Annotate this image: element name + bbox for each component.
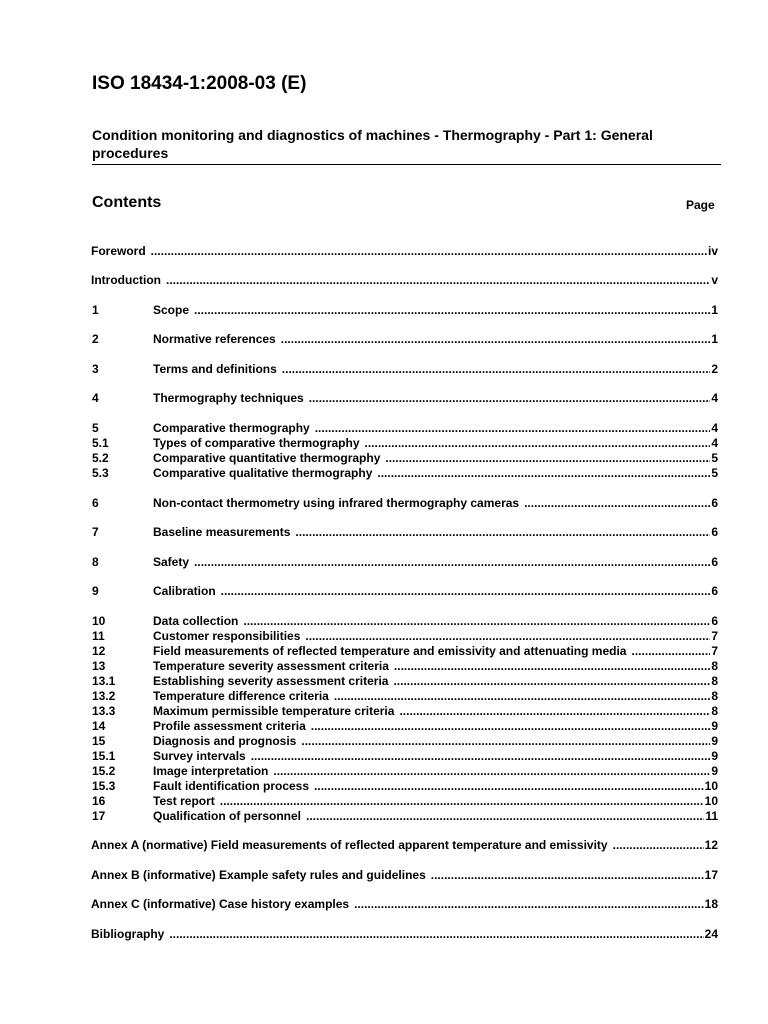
toc-dot-leader: [306, 809, 704, 823]
toc-dot-leader: [305, 629, 710, 643]
toc-section-title: Baseline measurements: [153, 525, 291, 539]
toc-section-title: Bibliography: [91, 927, 165, 941]
toc-page-number: 11: [705, 809, 718, 823]
toc-page-number: 4: [711, 391, 718, 405]
toc-entry[interactable]: [92, 302, 718, 317]
toc-dot-leader: [251, 749, 711, 763]
toc-entry[interactable]: [92, 583, 718, 598]
toc-entry[interactable]: [92, 658, 718, 673]
toc-entry[interactable]: [92, 718, 718, 733]
toc-section-number: 5.2: [92, 451, 109, 465]
toc-section-title: Test report: [153, 794, 215, 808]
toc-dot-leader: [166, 273, 710, 287]
toc-dot-leader: [169, 927, 703, 941]
toc-section-number: 8: [92, 555, 99, 569]
toc-section-number: 10: [92, 614, 106, 628]
toc-dot-leader: [281, 332, 711, 346]
toc-page-number: 1: [711, 303, 718, 317]
toc-section-title: Data collection: [153, 614, 239, 628]
toc-dot-leader: [399, 704, 710, 718]
toc-page-number: 1: [711, 332, 718, 346]
toc-dot-leader: [282, 362, 711, 376]
toc-entry[interactable]: [92, 450, 718, 465]
toc-dot-leader: [221, 584, 711, 598]
toc-section-number: 17: [92, 809, 106, 823]
toc-page-number: 6: [711, 584, 718, 598]
toc-dot-leader: [431, 868, 704, 882]
toc-page-number: 6: [711, 525, 718, 539]
toc-dot-leader: [311, 719, 711, 733]
toc-section-title: Terms and definitions: [153, 362, 277, 376]
toc-page-number: 8: [711, 674, 718, 688]
toc-entry[interactable]: [92, 763, 718, 778]
toc-page-number: 5: [711, 466, 718, 480]
toc-dot-leader: [295, 525, 710, 539]
toc-page-number: 7: [711, 629, 718, 643]
toc-page-number: 7: [711, 644, 718, 658]
toc-page-number: 8: [711, 704, 718, 718]
toc-entry[interactable]: [92, 613, 718, 628]
toc-page-number: 10: [704, 779, 718, 793]
toc-entry[interactable]: [92, 554, 718, 569]
toc-dot-leader: [301, 734, 710, 748]
toc-page-number: 9: [711, 719, 718, 733]
toc-dot-leader: [315, 421, 711, 435]
toc-entry[interactable]: [92, 643, 718, 658]
toc-section-number: 9: [92, 584, 99, 598]
toc-page-number: v: [711, 273, 718, 287]
toc-dot-leader: [194, 555, 710, 569]
toc-section-title: Introduction: [91, 273, 161, 287]
toc-entry[interactable]: [91, 272, 718, 287]
toc-section-title: Survey intervals: [153, 749, 246, 763]
toc-dot-leader: [394, 659, 710, 673]
toc-page-number: 9: [711, 764, 718, 778]
toc-entry[interactable]: [92, 793, 718, 808]
toc-dot-leader: [194, 303, 710, 317]
toc-entry[interactable]: [92, 495, 718, 510]
toc-section-number: 5.3: [92, 466, 109, 480]
toc-section-title: Normative references: [153, 332, 276, 346]
toc-dot-leader: [393, 674, 710, 688]
toc-section-title: Fault identification process: [153, 779, 310, 793]
toc-section-title: Maximum permissible temperature criteria: [153, 704, 395, 718]
toc-section-title: Comparative thermography: [153, 421, 310, 435]
toc-section-title: Profile assessment criteria: [153, 719, 306, 733]
toc-section-number: 4: [92, 391, 99, 405]
toc-page-number: 4: [711, 436, 718, 450]
toc-dot-leader: [377, 466, 710, 480]
toc-dot-leader: [151, 244, 707, 258]
toc-section-number: 2: [92, 332, 99, 346]
toc-page-number: 12: [704, 838, 718, 852]
toc-section-number: 12: [92, 644, 106, 658]
toc-page-number: 9: [711, 749, 718, 763]
toc-entry[interactable]: [92, 390, 718, 405]
toc-entry[interactable]: [92, 361, 718, 376]
toc-dot-leader: [334, 689, 710, 703]
toc-dot-leader: [309, 391, 711, 405]
toc-dot-leader: [385, 451, 710, 465]
toc-page-number: 6: [711, 555, 718, 569]
toc-page-number: iv: [707, 244, 718, 258]
toc-entry[interactable]: [91, 243, 718, 258]
contents-heading: Contents: [92, 194, 162, 211]
toc-entry[interactable]: [92, 673, 718, 688]
toc-section-title: Calibration: [153, 584, 216, 598]
toc-section-title: Non-contact thermometry using infrared thermography cameras: [153, 496, 520, 510]
toc-section-title: Field measurements of reflected temperature and emissivity and attenuating media: [153, 644, 627, 658]
toc-entry[interactable]: [92, 420, 718, 435]
toc-section-number: 1: [92, 303, 99, 317]
toc-page-number: 4: [711, 421, 718, 435]
toc-entry[interactable]: [92, 688, 718, 703]
toc-section-title: Types of comparative thermography: [153, 436, 360, 450]
toc-section-title: Establishing severity assessment criteria: [153, 674, 389, 688]
toc-section-number: 13.2: [92, 689, 116, 703]
toc-entry[interactable]: [91, 837, 718, 852]
toc-entry[interactable]: [91, 896, 718, 911]
toc-page-number: 18: [704, 897, 718, 911]
toc-section-title: Temperature difference criteria: [153, 689, 329, 703]
toc-dot-leader: [220, 794, 704, 808]
toc-page-number: 8: [711, 689, 718, 703]
toc-section-number: 11: [92, 629, 105, 643]
toc-section-title: Foreword: [91, 244, 146, 258]
toc-section-number: 14: [92, 719, 106, 733]
document-id: ISO 18434-1:2008-03 (E): [92, 73, 307, 94]
toc-entry[interactable]: [92, 465, 718, 480]
toc-entry[interactable]: [92, 331, 718, 346]
toc-section-number: 15.1: [92, 749, 116, 763]
toc-section-number: 15.3: [92, 779, 116, 793]
toc-entry[interactable]: [92, 524, 718, 539]
toc-section-number: 16: [92, 794, 106, 808]
toc-entry[interactable]: [92, 435, 718, 450]
toc-section-title: Comparative qualitative thermography: [153, 466, 373, 480]
toc-section-number: 7: [92, 525, 99, 539]
toc-dot-leader: [354, 897, 704, 911]
toc-page-number: 24: [704, 927, 718, 941]
toc-section-number: 15: [92, 734, 106, 748]
toc-section-number: 6: [92, 496, 99, 510]
toc-entry[interactable]: [92, 733, 718, 748]
document-subtitle: Condition monitoring and diagnostics of machines - Thermography - Part 1: General procedures: [92, 127, 653, 161]
toc-section-number: 5: [92, 421, 99, 435]
toc-section-title: Customer responsibilities: [153, 629, 301, 643]
toc-page-number: 9: [711, 734, 718, 748]
toc-section-title: Annex A (normative) Field measurements of reflected apparent temperature and emissivity: [91, 838, 608, 852]
toc-page-number: 17: [704, 868, 718, 882]
toc-section-title: Diagnosis and prognosis: [153, 734, 297, 748]
toc-section-number: 13: [92, 659, 106, 673]
toc-page-number: 10: [704, 794, 718, 808]
toc-page-number: 5: [711, 451, 718, 465]
toc-entry[interactable]: [92, 703, 718, 718]
toc-entry[interactable]: [92, 628, 718, 643]
toc-section-number: 3: [92, 362, 99, 376]
toc-dot-leader: [631, 644, 710, 658]
toc-section-title: Safety: [153, 555, 190, 569]
toc-dot-leader: [365, 436, 711, 450]
toc-section-title: Annex C (informative) Case history examples: [91, 897, 350, 911]
toc-dot-leader: [524, 496, 710, 510]
toc-section-title: Image interpretation: [153, 764, 269, 778]
toc-dot-leader: [243, 614, 710, 628]
toc-section-title: Comparative quantitative thermography: [153, 451, 381, 465]
page-column-label: Page: [686, 198, 715, 212]
toc-section-title: Scope: [153, 303, 190, 317]
toc-section-title: Qualification of personnel: [153, 809, 302, 823]
toc-page-number: 6: [711, 496, 718, 510]
toc-section-number: 13.1: [92, 674, 116, 688]
toc-page-number: 6: [711, 614, 718, 628]
toc-section-number: 5.1: [92, 436, 109, 450]
toc-dot-leader: [273, 764, 710, 778]
toc-page-number: 8: [711, 659, 718, 673]
toc-section-title: Thermography techniques: [153, 391, 304, 405]
toc-entry[interactable]: [91, 867, 718, 882]
toc-section-title: Temperature severity assessment criteria: [153, 659, 389, 673]
toc-section-title: Annex B (informative) Example safety rules and guidelines: [91, 868, 426, 882]
toc-dot-leader: [314, 779, 704, 793]
toc-entry[interactable]: [91, 926, 718, 941]
toc-page-number: 2: [711, 362, 718, 376]
toc-entry[interactable]: [92, 808, 718, 823]
toc-entry[interactable]: [92, 748, 718, 763]
toc-dot-leader: [613, 838, 704, 852]
toc-section-number: 13.3: [92, 704, 116, 718]
toc-entry[interactable]: [92, 778, 718, 793]
toc-section-number: 15.2: [92, 764, 116, 778]
